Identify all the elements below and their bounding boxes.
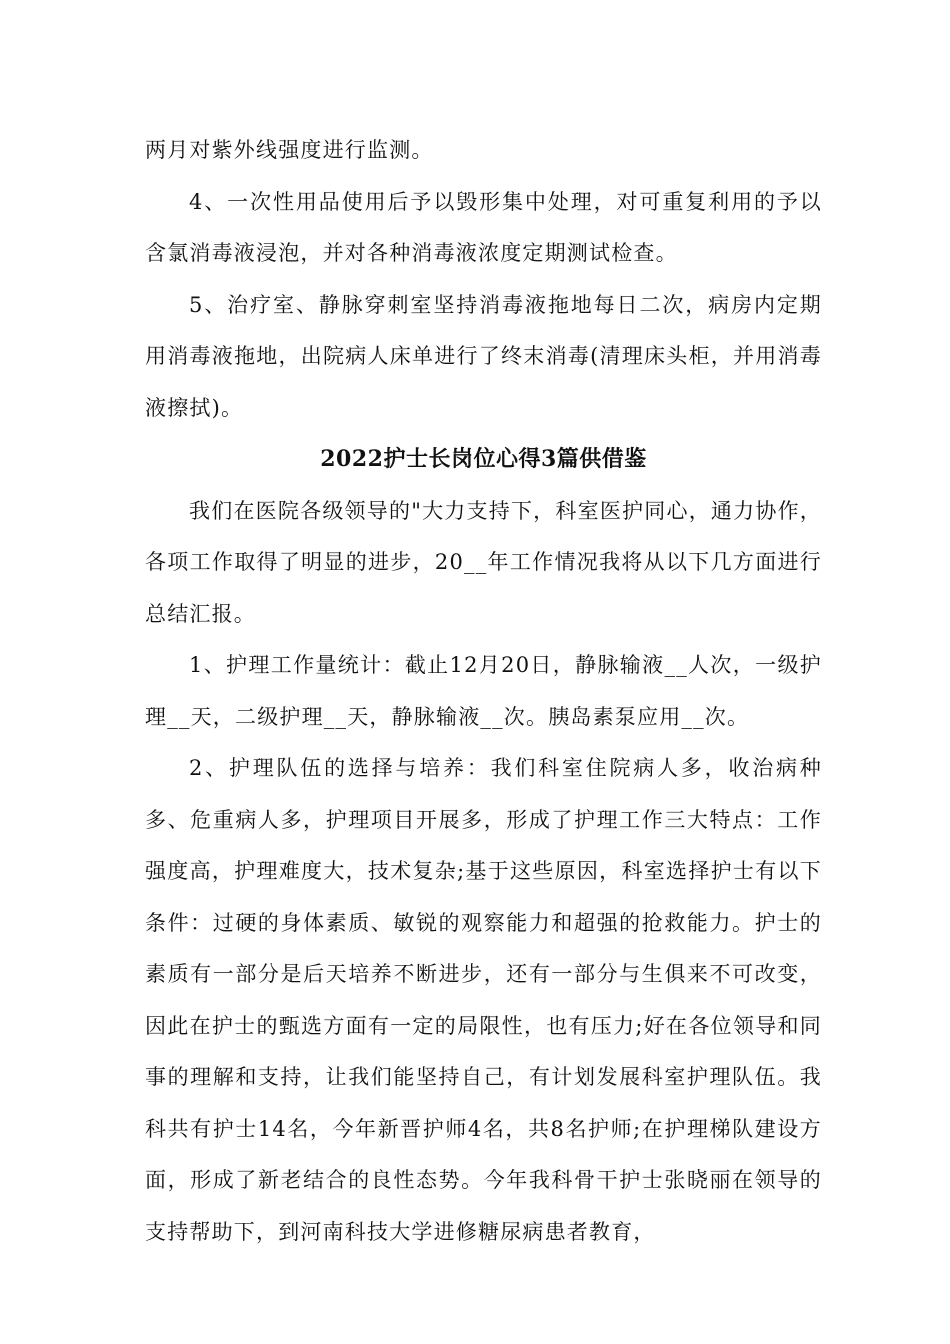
section-title: 2022护士长岗位心得3篇供借鉴 xyxy=(320,446,647,472)
paragraph-continuation: 两月对紫外线强度进行监测。 xyxy=(145,138,434,162)
paragraph-team: 2、护理队伍的选择与培养：我们科室住院病人多，收治病种多、危重病人多，护理项目开展多，形成了护理工作三大特点：工作强度高，护理难度大，技术复杂;基于这些原因，科室选择护士有以下条件：过硬的身体素质、敏锐的观察能力和超强的抢救能力。护士的素质有一部分是后天培养不断进步，还有一部分与生俱来不可改变，因此在护士的甄选方面有一定的局限性，也有压力;好在各位领导和同事的理解和支持，让我们能坚持自己，有计划发展科室护理队伍。我科共有护士14名，今年新晋护师4名，共8名护师;在护理梯队建设方面，形成了新老结合的良性态势。今年我科骨干护士张晓丽在领导的支持帮助下，到河南科技大学进修糖尿病患者教育， xyxy=(145,756,822,1244)
paragraph-item-4: 4、一次性用品使用后予以毁形集中处理，对可重复利用的予以含氯消毒液浸泡，并对各种消毒液浓度定期测试检查。 xyxy=(145,189,822,265)
paragraph-intro: 我们在医院各级领导的"大力支持下，科室医护同心，通力协作，各项工作取得了明显的进步，20__年工作情况我将从以下几方面进行总结汇报。 xyxy=(145,498,822,626)
paragraph-workload: 1、护理工作量统计：截止12月20日，静脉输液__人次，一级护理__天，二级护理__天，静脉输液__次。胰岛素泵应用__次。 xyxy=(145,653,822,729)
paragraph-item-5: 5、治疗室、静脉穿刺室坚持消毒液拖地每日二次，病房内定期用消毒液拖地，出院病人床单进行了终末消毒(清理床头柜，并用消毒液擦拭)。 xyxy=(145,292,822,420)
